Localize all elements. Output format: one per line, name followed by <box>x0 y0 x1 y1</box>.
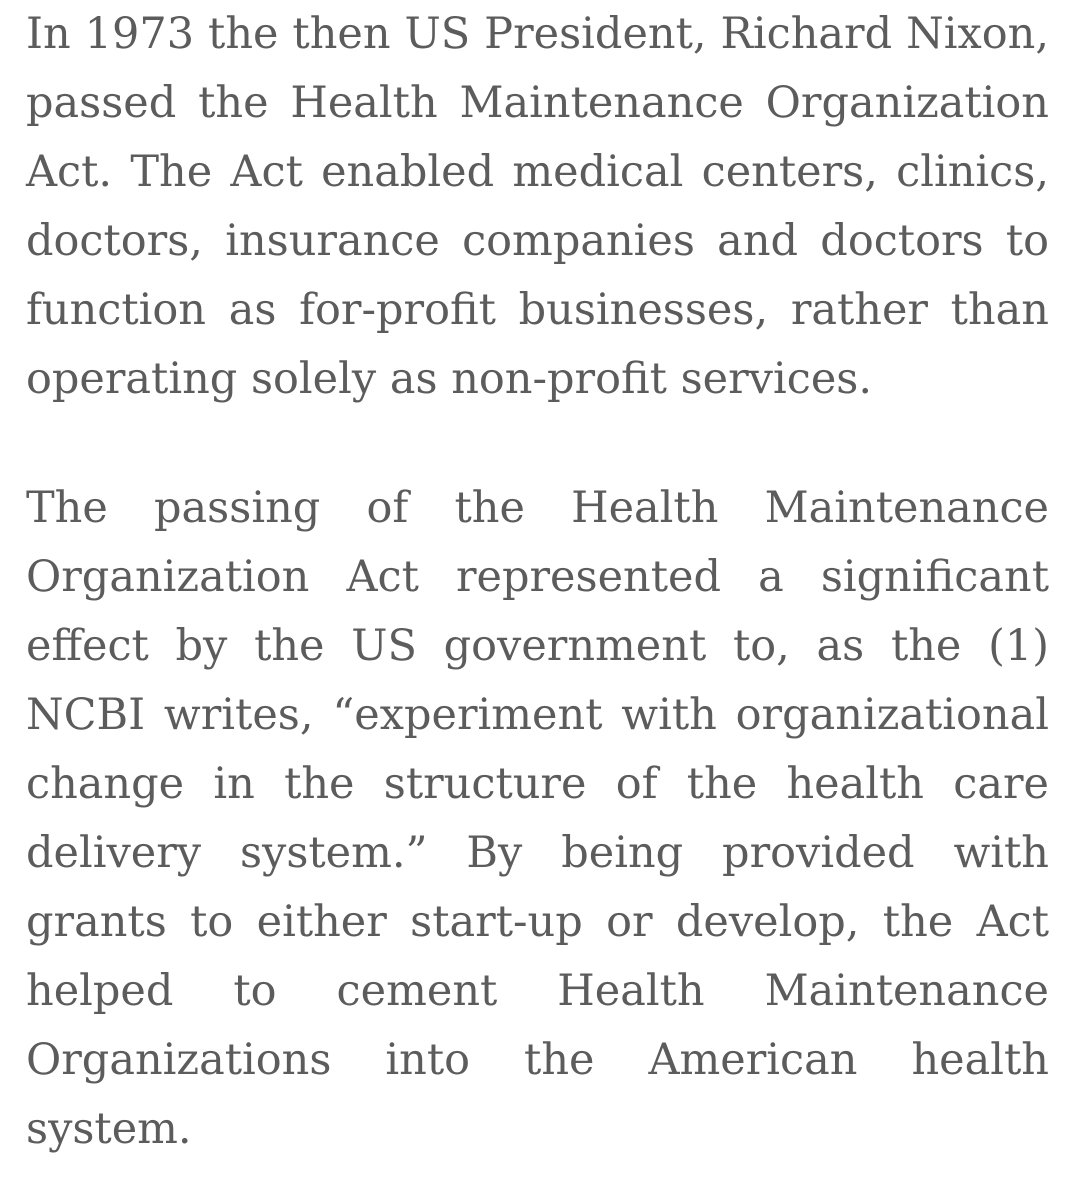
paragraph-hmo-act-1973: In 1973 the then US President, Richard Nixon, passed the Health Maintenance Organization Act. The Act enabled medical centers, clinics, doctors, insurance companies and doctors to function as for-profit businesses, rather than operating solely as non-profit services. <box>26 9 1049 404</box>
paragraph-hmo-act-significance: The passing of the Health Maintenance Organization Act represented a significant effect by the US government to, as the (1) NCBI writes, “experiment with organizational change in the structure of the health care delivery system.” By being provided with grants to either start-up or develop, the Act helped to cement Health Maintenance Organizations into the American health system. <box>26 483 1049 1154</box>
article-body <box>26 0 1049 1164</box>
